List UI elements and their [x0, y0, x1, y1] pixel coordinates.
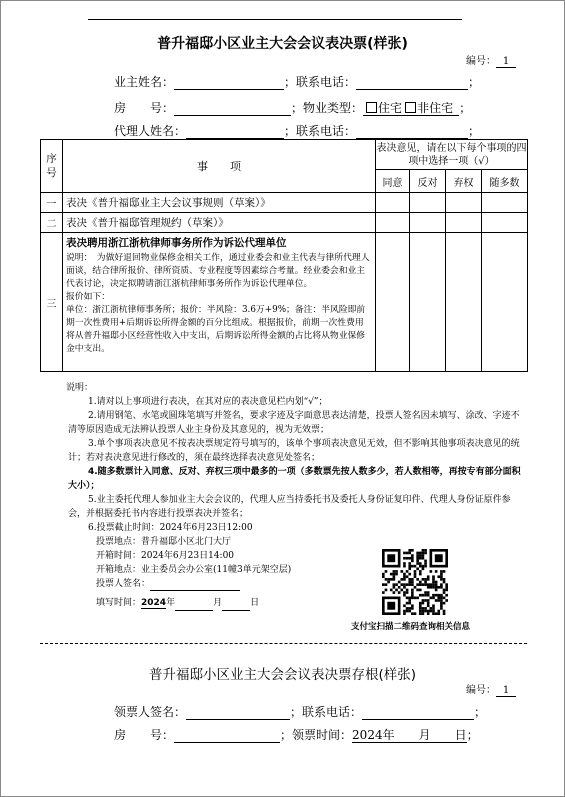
note-item: 6.投票截止时间：2024年6月23日12:00: [88, 523, 253, 533]
fill-time-label: 填写时间：: [96, 598, 142, 608]
proxy-phone-label: 联系电话：: [296, 124, 357, 138]
majority-cell[interactable]: [482, 233, 528, 372]
vote-hint-header: 表决意见，请在以下每个事项的四项中选择一项（√）: [376, 140, 528, 170]
opening-time: 开箱时间：2024年6月23日14:00: [96, 551, 235, 561]
row-description: 说明： 为做好退回物业保修金相关工作，通过业委会和业主代表与律所代理人面谈，结合律所报价、律所资质、专业程度等因素综合考量。经业委会和业主代表讨论，决定拟聘请浙江浙杭律师事务所作为诉讼代理单位。: [66, 253, 370, 289]
oppose-cell[interactable]: [410, 213, 446, 233]
separator: ；: [474, 705, 487, 719]
table-row: [41, 193, 528, 213]
month-label: 月: [418, 728, 431, 742]
owner-name-label: 业主姓名：: [114, 75, 175, 89]
separator: ；: [284, 124, 297, 138]
receiver-field[interactable]: [186, 705, 290, 720]
note-item: 1.请对以上事项进行表决，在其对应的表决意见栏内划“√”；: [88, 397, 328, 407]
phone-label: 联系电话：: [296, 75, 357, 89]
ballot-title: 普升福邸小区业主大会会议表决票(样张): [157, 36, 408, 52]
item-header: 事 项: [63, 140, 376, 193]
vote-location: 投票地点：普升福邸小区北门大厅: [96, 537, 232, 547]
agree-header: 同意: [376, 170, 410, 193]
abstain-cell[interactable]: [446, 193, 482, 213]
row-number: 二: [41, 213, 63, 233]
property-type-options: [363, 101, 459, 116]
row-item-detail: [63, 233, 376, 372]
note-item: 4.随多数票计入同意、反对、弃权三项中最多的一项（多数票先按人数多少，若人数相等，再按专有部分面积大小）；: [68, 467, 521, 491]
fill-month-field[interactable]: [175, 599, 213, 611]
abstain-header: 弃权: [446, 170, 482, 193]
owner-row: [114, 73, 480, 90]
phone-field[interactable]: [356, 75, 468, 90]
stub-number-label: 编号：: [466, 685, 496, 696]
owner-name-field[interactable]: [174, 75, 284, 90]
stub-title: 普升福邸小区业主大会会议表决票存根(样张): [148, 667, 417, 683]
cut-line: [40, 643, 527, 644]
receive-date: [352, 728, 467, 743]
year-label: 年: [166, 598, 176, 608]
stub-receiver-row: [114, 703, 486, 720]
separator: ；: [468, 124, 481, 138]
year-label: 年: [382, 728, 395, 742]
voter-sign-label: 投票人签名：: [96, 579, 151, 589]
abstain-cell[interactable]: [446, 213, 482, 233]
separator: ；: [468, 75, 481, 89]
stub-room-field[interactable]: [174, 728, 280, 743]
row-number: 一: [41, 193, 63, 213]
voter-sign-row: [68, 577, 528, 591]
fill-time-row: [68, 596, 528, 611]
seq-header-text: 序号: [46, 153, 57, 179]
stub-room-label: 房 号：: [114, 728, 175, 742]
oppose-cell[interactable]: [410, 233, 446, 372]
row-item: 表决聘用浙江浙杭律师事务所作为诉讼代理单位: [66, 237, 287, 249]
note-item: 5.业主委托代理人参加业主大会会议的，代理人应当持委托书及委托人身份证复印件、代理人身份证原件参会，并根据委托书内容进行投票表决并签名；: [68, 495, 511, 519]
oppose-header: 反对: [410, 170, 446, 193]
ballot-number: [466, 52, 516, 68]
number-value: 1: [496, 56, 516, 68]
proxy-row: [114, 122, 480, 139]
residential-checkbox[interactable]: [366, 102, 377, 113]
majority-header: 随多数: [482, 170, 528, 193]
stub-phone-field[interactable]: [362, 705, 474, 720]
majority-cell[interactable]: [482, 193, 528, 213]
table-row: [41, 213, 528, 233]
qr-code-icon: [382, 549, 448, 615]
row-description: 报价如下：: [66, 292, 110, 302]
abstain-cell[interactable]: [446, 233, 482, 372]
top-rule: [88, 19, 462, 20]
separator: ；: [466, 728, 479, 742]
separator: ；: [280, 728, 293, 742]
day-label: 日: [454, 728, 467, 742]
agree-cell[interactable]: [376, 193, 410, 213]
stub-room-row: [114, 726, 479, 743]
stub-number-value: 1: [496, 685, 516, 697]
day-label: 日: [250, 598, 260, 608]
majority-cell[interactable]: [482, 213, 528, 233]
voter-sign-field[interactable]: [150, 579, 240, 591]
room-row: [114, 99, 471, 116]
proxy-name-field[interactable]: [186, 124, 284, 139]
stub-number: [466, 681, 516, 697]
month-label: 月: [213, 598, 223, 608]
fill-day-field[interactable]: [222, 599, 250, 611]
row-number: 三: [41, 233, 63, 372]
agree-cell[interactable]: [376, 213, 410, 233]
separator: ；: [284, 75, 297, 89]
seq-header: [41, 140, 63, 193]
number-label: 编号：: [466, 56, 496, 67]
proxy-name-label: 代理人姓名：: [114, 124, 187, 138]
room-field[interactable]: [174, 101, 291, 116]
receive-year: 2024: [352, 728, 383, 742]
oppose-cell[interactable]: [410, 193, 446, 213]
row-description: 单位：浙江浙杭律师事务所；报价：半风险：3.6万+9%；备注：半风险即前期一次性费用+后期诉讼所得金额的百分比组成。根据报价，前期一次性费用将从普升福邸小区经营性收入中支出，后期诉讼所得金额的占比将从物业保修金中支出。: [66, 305, 366, 354]
room-label: 房 号：: [114, 101, 175, 115]
separator: ；: [290, 705, 303, 719]
property-type-label: 物业类型：: [303, 101, 364, 115]
receiver-label: 领票人签名：: [114, 705, 187, 719]
table-row: [41, 233, 528, 372]
agree-cell[interactable]: [376, 233, 410, 372]
nonresidential-checkbox[interactable]: [405, 102, 416, 113]
vote-table: [40, 139, 528, 372]
row-item: 表决《普升福邸业主大会议事规则（草案）》: [63, 193, 376, 213]
receive-time-label: 领票时间：: [292, 728, 353, 742]
stub-phone-label: 联系电话：: [302, 705, 363, 719]
notes-section: [68, 381, 528, 611]
separator: ；: [291, 101, 304, 115]
note-item: 3.单个事项表决意见不按表决票规定符号填写的，该单个事项表决意见无效，但不影响其他事项表决意见的统计；若对表决意见进行修改的，须在最终选择表决意见处签名；: [68, 439, 520, 463]
fill-year: 2024: [141, 598, 167, 608]
row-item: 表决《普升福邸管理规约（草案）》: [63, 213, 376, 233]
nonresidential-label: 非住宅: [417, 101, 454, 115]
note-item: 2.请用钢笔、水笔或圆珠笔填写并签名，要求字迹及字面意思表达清楚，投票人签名因未填写、涂改、字迹不清等原因造成无法辨认投票人业主身份及其意见的，视为无效票；: [68, 411, 520, 435]
separator: ；: [459, 101, 472, 115]
notes-heading: 说明：: [66, 383, 94, 393]
proxy-phone-field[interactable]: [356, 124, 468, 139]
opening-location: 开箱地点：业主委员会办公室(11幢3单元架空层): [96, 565, 292, 575]
residential-label: 住宅: [378, 101, 403, 115]
qr-caption: 支付宝扫描二维码查询相关信息: [351, 622, 471, 632]
